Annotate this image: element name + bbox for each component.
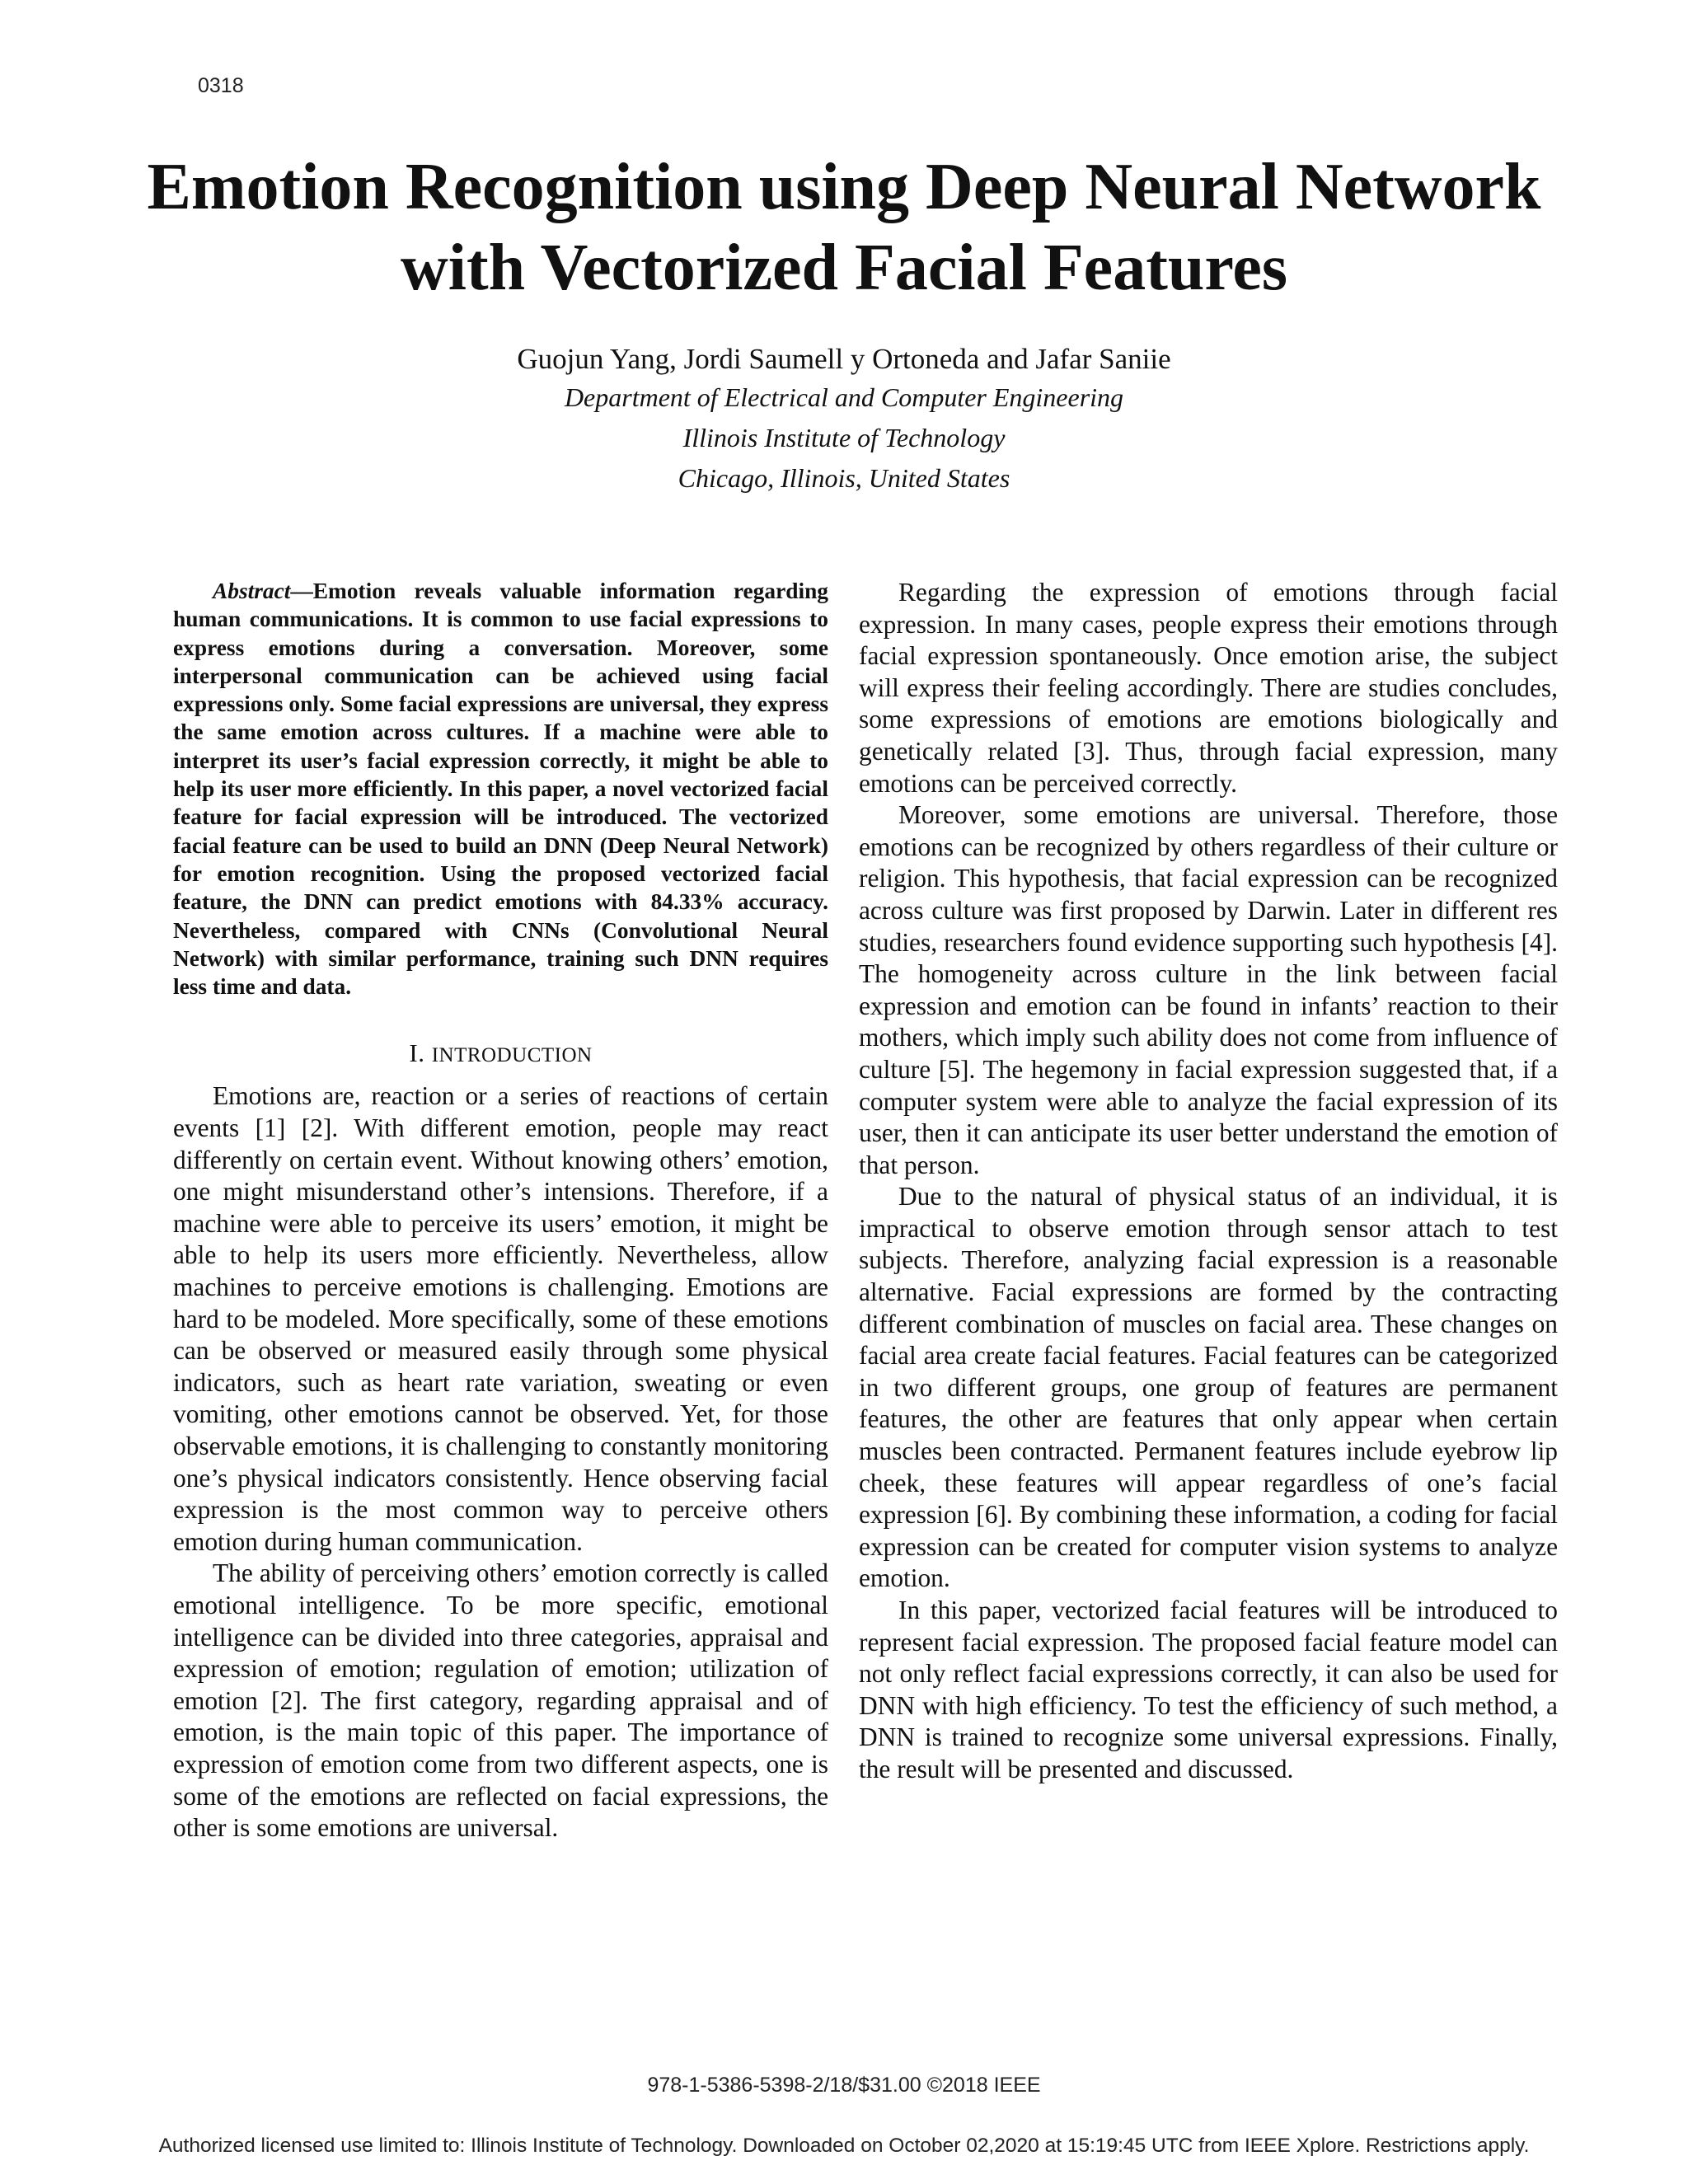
page-number: 0318 (198, 74, 244, 97)
left-column (173, 577, 828, 1844)
license-notice: Authorized licensed use limited to: Illinois Institute of Technology. Downloaded on October 02,2020 at 15:19:45 UTC from IEEE Xplore. Restrictions apply. (158, 2135, 1530, 2157)
abstract (173, 577, 828, 1001)
abstract-label: Abstract (213, 579, 291, 603)
author-list: Guojun Yang, Jordi Saumell y Ortoneda and Jafar Saniie (517, 343, 1171, 375)
paper-title-line-2: with Vectorized Facial Features (400, 232, 1288, 304)
abstract-dash: — (290, 579, 313, 603)
intro-paragraph-6: In this paper, vectorized facial features will be introduced to represent facial expression. The proposed facial feature model can not only reflect facial expressions correctly, it can also be used for DNN with high efficiency. To test the efficiency of such method, a DNN is trained to recognize some universal expressions. Finally, the result will be presented and discussed. (859, 1596, 1558, 1783)
title-block (0, 147, 1688, 499)
affiliation-location: Chicago, Illinois, United States (678, 463, 1010, 493)
affiliation-department: Department of Electrical and Computer Engineering (564, 382, 1124, 412)
right-column (859, 577, 1558, 1786)
intro-paragraph-4: Moreover, some emotions are universal. Therefore, those emotions can be recognized by others regardless of their culture or religion. This hypothesis, that facial expression can be recognized across culture was first proposed by Darwin. Later in different res studies, researchers found evidence supporting such hypothesis [4]. The homogeneity across culture in the link between facial expression and emotion can be found in infants’ reaction to their mothers, which imply such ability does not come from influence of culture [5]. The hegemony in facial expression suggested that, if a computer system were able to analyze the facial expression of its user, then it can anticipate its user better understand the emotion of that person. (859, 800, 1558, 1179)
intro-paragraph-5: Due to the natural of physical status of an individual, it is impractical to observe emotion through sensor attach to test subjects. Therefore, analyzing facial expression is a reasonable alternative. Facial expressions are formed by the contracting different combination of muscles on facial area. These changes on facial area create facial features. Facial features can be categorized in two different groups, one group of features are permanent features, the other are features that only appear when certain muscles been contracted. Permanent features include eyebrow lip cheek, these features will appear regardless of one’s facial expression [6]. By combining these information, a coding for facial expression can be created for computer vision systems to analyze emotion. (859, 1182, 1558, 1593)
section-number: I. (409, 1038, 425, 1068)
intro-paragraph-3: Regarding the expression of emotions through facial expression. In many cases, people express their emotions through facial expression spontaneously. Once emotion arise, the subject will express their feeling accordingly. There are studies concludes, some expressions of emotions are emotions biologically and genetically related [3]. Thus, through facial expression, many emotions can be perceived correctly. (859, 578, 1558, 798)
intro-paragraph-1: Emotions are, reaction or a series of reactions of certain events [1] [2]. With different emotion, people may react differently on certain event. Without knowing others’ emotion, one might misunderstand other’s intensions. Therefore, if a machine were able to perceive its users’ emotion, it might be able to help its users more efficiently. Nevertheless, allow machines to perceive emotions is challenging. Emotions are hard to be modeled. More specifically, some of these emotions can be observed or measured easily through some physical indicators, such as heart rate variation, sweating or even vomiting, other emotions cannot be observed. Yet, for those observable emotions, it is challenging to constantly monitoring one’s physical indicators consistently. Hence observing facial expression is the most common way to perceive others emotion during human communication. (173, 1081, 828, 1556)
section-title: INTRODUCTION (431, 1044, 593, 1067)
section-heading-introduction (173, 1037, 828, 1072)
paper-title-line-1: Emotion Recognition using Deep Neural Network (147, 151, 1541, 223)
affiliation-institute: Illinois Institute of Technology (682, 423, 1006, 452)
copyright-notice: 978-1-5386-5398-2/18/$31.00 ©2018 IEEE (647, 2074, 1041, 2097)
abstract-text: Emotion reveals valuable information regarding human communications. It is common to use facial expressions to express emotions during a conversation. Moreover, some interpersonal communication can be achieved using facial expressions only. Some facial expressions are universal, they express the same emotion across cultures. If a machine were able to interpret its user’s facial expression correctly, it might be able to help its user more efficiently. In this paper, a novel vectorized facial feature for facial expression will be introduced. The vectorized facial feature can be used to build an DNN (Deep Neural Network) for emotion recognition. Using the proposed vectorized facial feature, the DNN can predict emotions with 84.33% accuracy. Nevertheless, compared with CNNs (Convolutional Neural Network) with similar performance, training such DNN requires less time and data. (173, 579, 828, 1000)
intro-paragraph-2: The ability of perceiving others’ emotion correctly is called emotional intelligence. To be more specific, emotional intelligence can be divided into three categories, appraisal and expression of emotion; regulation of emotion; utilization of emotion [2]. The first category, regarding appraisal and of emotion, is the main topic of this paper. The importance of expression of emotion come from two different aspects, one is some of the emotions are reflected on facial expressions, the other is some emotions are universal. (173, 1558, 828, 1843)
